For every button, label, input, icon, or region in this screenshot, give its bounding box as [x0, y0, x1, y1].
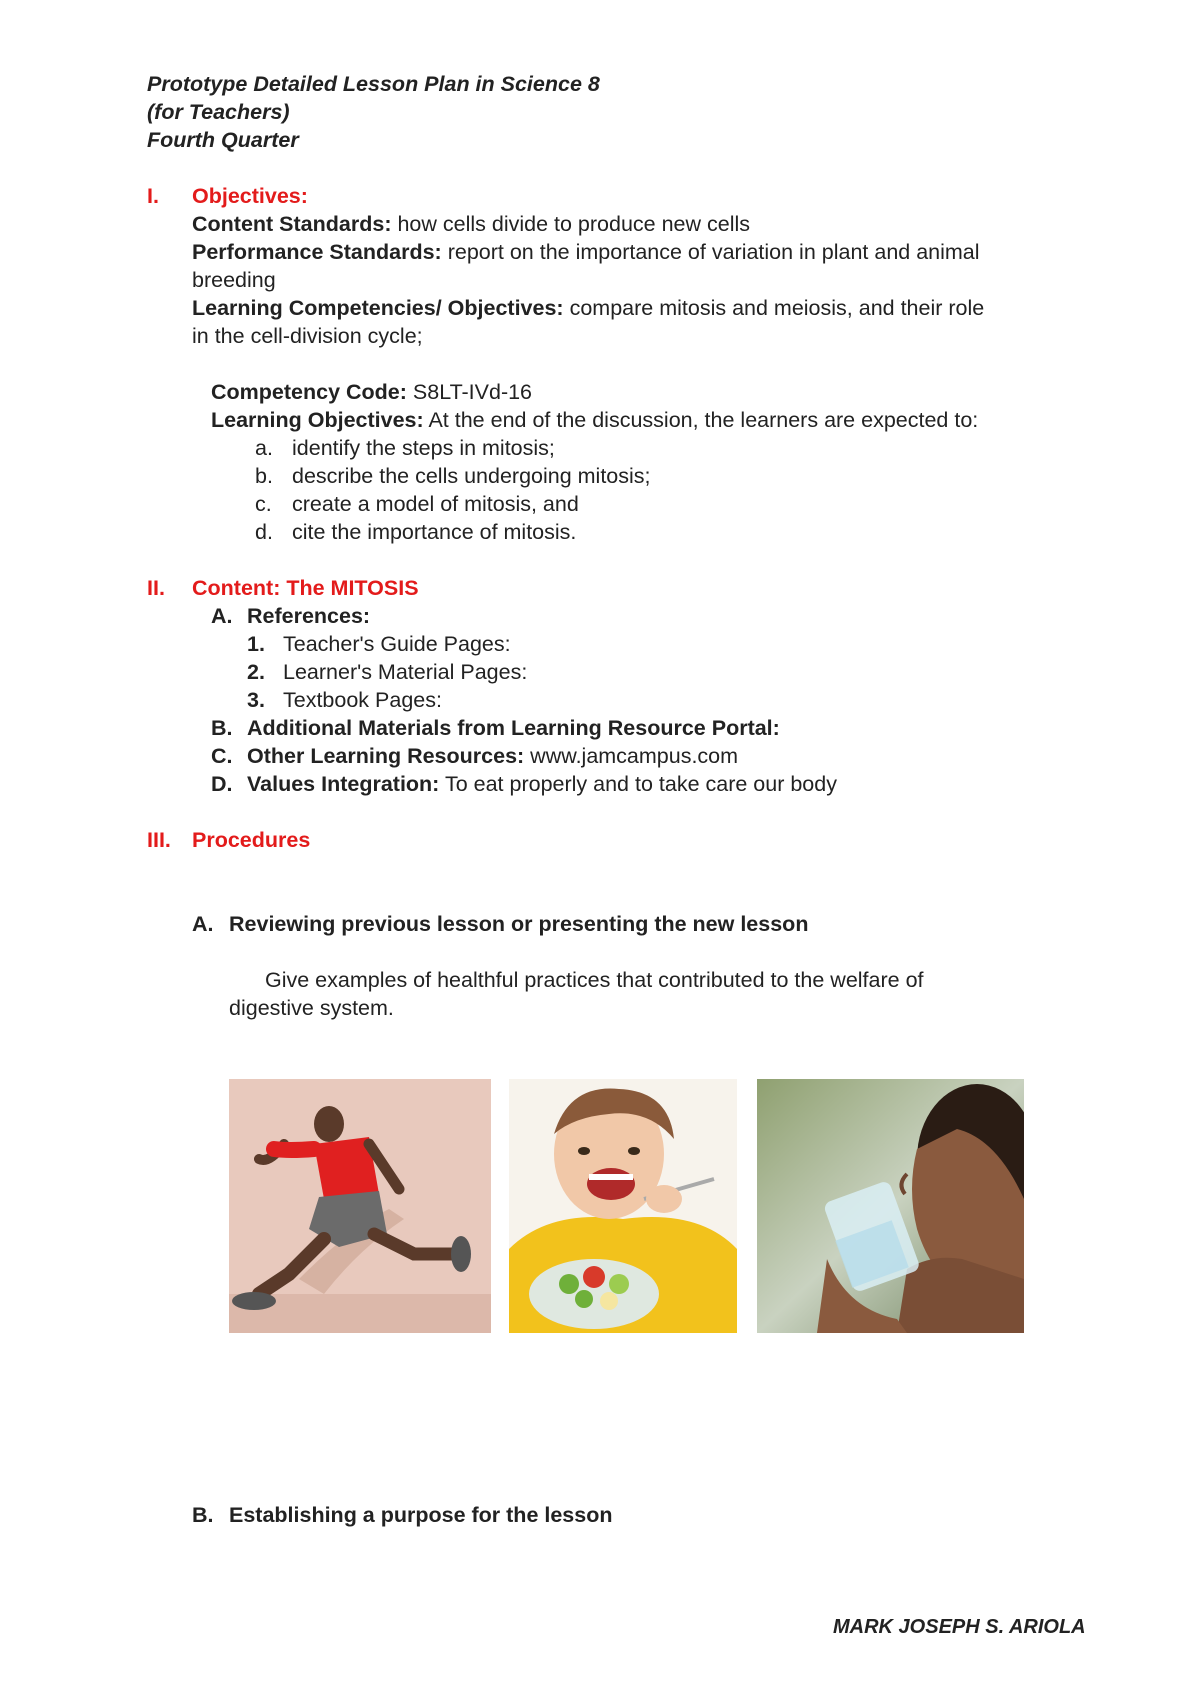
objective-item: cite the importance of mitosis. — [292, 520, 577, 544]
content-standards-text: how cells divide to produce new cells — [397, 212, 751, 236]
content-standards-label: Content Standards: — [192, 212, 392, 236]
woman-drinking-water-photo — [757, 1079, 1024, 1333]
author-name: MARK JOSEPH S. ARIOLA — [833, 1616, 1086, 1638]
procedure-a-text: Give examples of healthful practices that contributed to the welfare of — [265, 968, 924, 992]
content-d-letter: D. — [211, 772, 233, 796]
other-resources — [247, 742, 738, 770]
performance-standards-text: report on the importance of variation in plant and animal — [447, 240, 980, 264]
objective-letter: d. — [255, 520, 273, 544]
objective-letter: a. — [255, 436, 273, 460]
learning-competencies-label: Learning Competencies/ Objectives: — [192, 296, 564, 320]
section-i-heading: Objectives: — [192, 184, 308, 208]
procedure-a-letter: A. — [192, 912, 214, 936]
procedure-a-title: Reviewing previous lesson or presenting the new lesson — [229, 912, 809, 936]
learning-objectives-text: At the end of the discussion, the learners are expected to: — [428, 408, 979, 432]
content-a-letter: A. — [211, 604, 233, 628]
content-standards — [192, 210, 750, 238]
other-resources-label: Other Learning Resources: — [247, 744, 525, 768]
values-integration-label: Values Integration: — [247, 772, 440, 796]
other-resources-link[interactable]: www.jamcampus.com — [530, 744, 739, 768]
audience-label: (for Teachers) — [147, 100, 290, 124]
reference-num: 2. — [247, 660, 265, 684]
quarter-label: Fourth Quarter — [147, 128, 299, 152]
procedure-b-letter: B. — [192, 1503, 214, 1527]
competency-code-label: Competency Code: — [211, 380, 407, 404]
content-b-letter: B. — [211, 716, 233, 740]
reference-item: Learner's Material Pages: — [283, 660, 528, 684]
section-ii-numeral: II. — [147, 576, 165, 600]
procedure-b-title: Establishing a purpose for the lesson — [229, 1503, 613, 1527]
values-integration-text: To eat properly and to take care our body — [444, 772, 837, 796]
learning-competencies-cont: in the cell-division cycle; — [192, 324, 423, 348]
section-ii-heading: Content: The MITOSIS — [192, 576, 419, 600]
objective-letter: b. — [255, 464, 273, 488]
content-c-letter: C. — [211, 744, 233, 768]
performance-standards — [192, 238, 980, 266]
learning-competencies-text: compare mitosis and meiosis, and their role — [569, 296, 985, 320]
section-iii-numeral: III. — [147, 828, 171, 852]
learning-objectives — [211, 406, 978, 434]
reference-num: 3. — [247, 688, 265, 712]
objective-letter: c. — [255, 492, 272, 516]
boy-eating-salad-photo — [509, 1079, 737, 1333]
values-integration — [247, 770, 837, 798]
performance-standards-label: Performance Standards: — [192, 240, 442, 264]
document-title: Prototype Detailed Lesson Plan in Science 8 — [147, 72, 600, 96]
competency-code — [211, 378, 532, 406]
reference-item: Textbook Pages: — [283, 688, 442, 712]
performance-standards-cont: breeding — [192, 268, 276, 292]
learning-objectives-label: Learning Objectives: — [211, 408, 424, 432]
objective-item: create a model of mitosis, and — [292, 492, 579, 516]
section-iii-heading: Procedures — [192, 828, 311, 852]
procedure-a-text-cont: digestive system. — [229, 996, 394, 1020]
running-man-photo — [229, 1079, 491, 1333]
additional-materials-label: Additional Materials from Learning Resource Portal: — [247, 716, 780, 740]
competency-code-text: S8LT-IVd-16 — [412, 380, 533, 404]
reference-num: 1. — [247, 632, 265, 656]
reference-item: Teacher's Guide Pages: — [283, 632, 511, 656]
section-i-numeral: I. — [147, 184, 159, 208]
learning-competencies — [192, 294, 984, 322]
objective-item: describe the cells undergoing mitosis; — [292, 464, 651, 488]
objective-item: identify the steps in mitosis; — [292, 436, 555, 460]
references-label: References: — [247, 604, 371, 628]
